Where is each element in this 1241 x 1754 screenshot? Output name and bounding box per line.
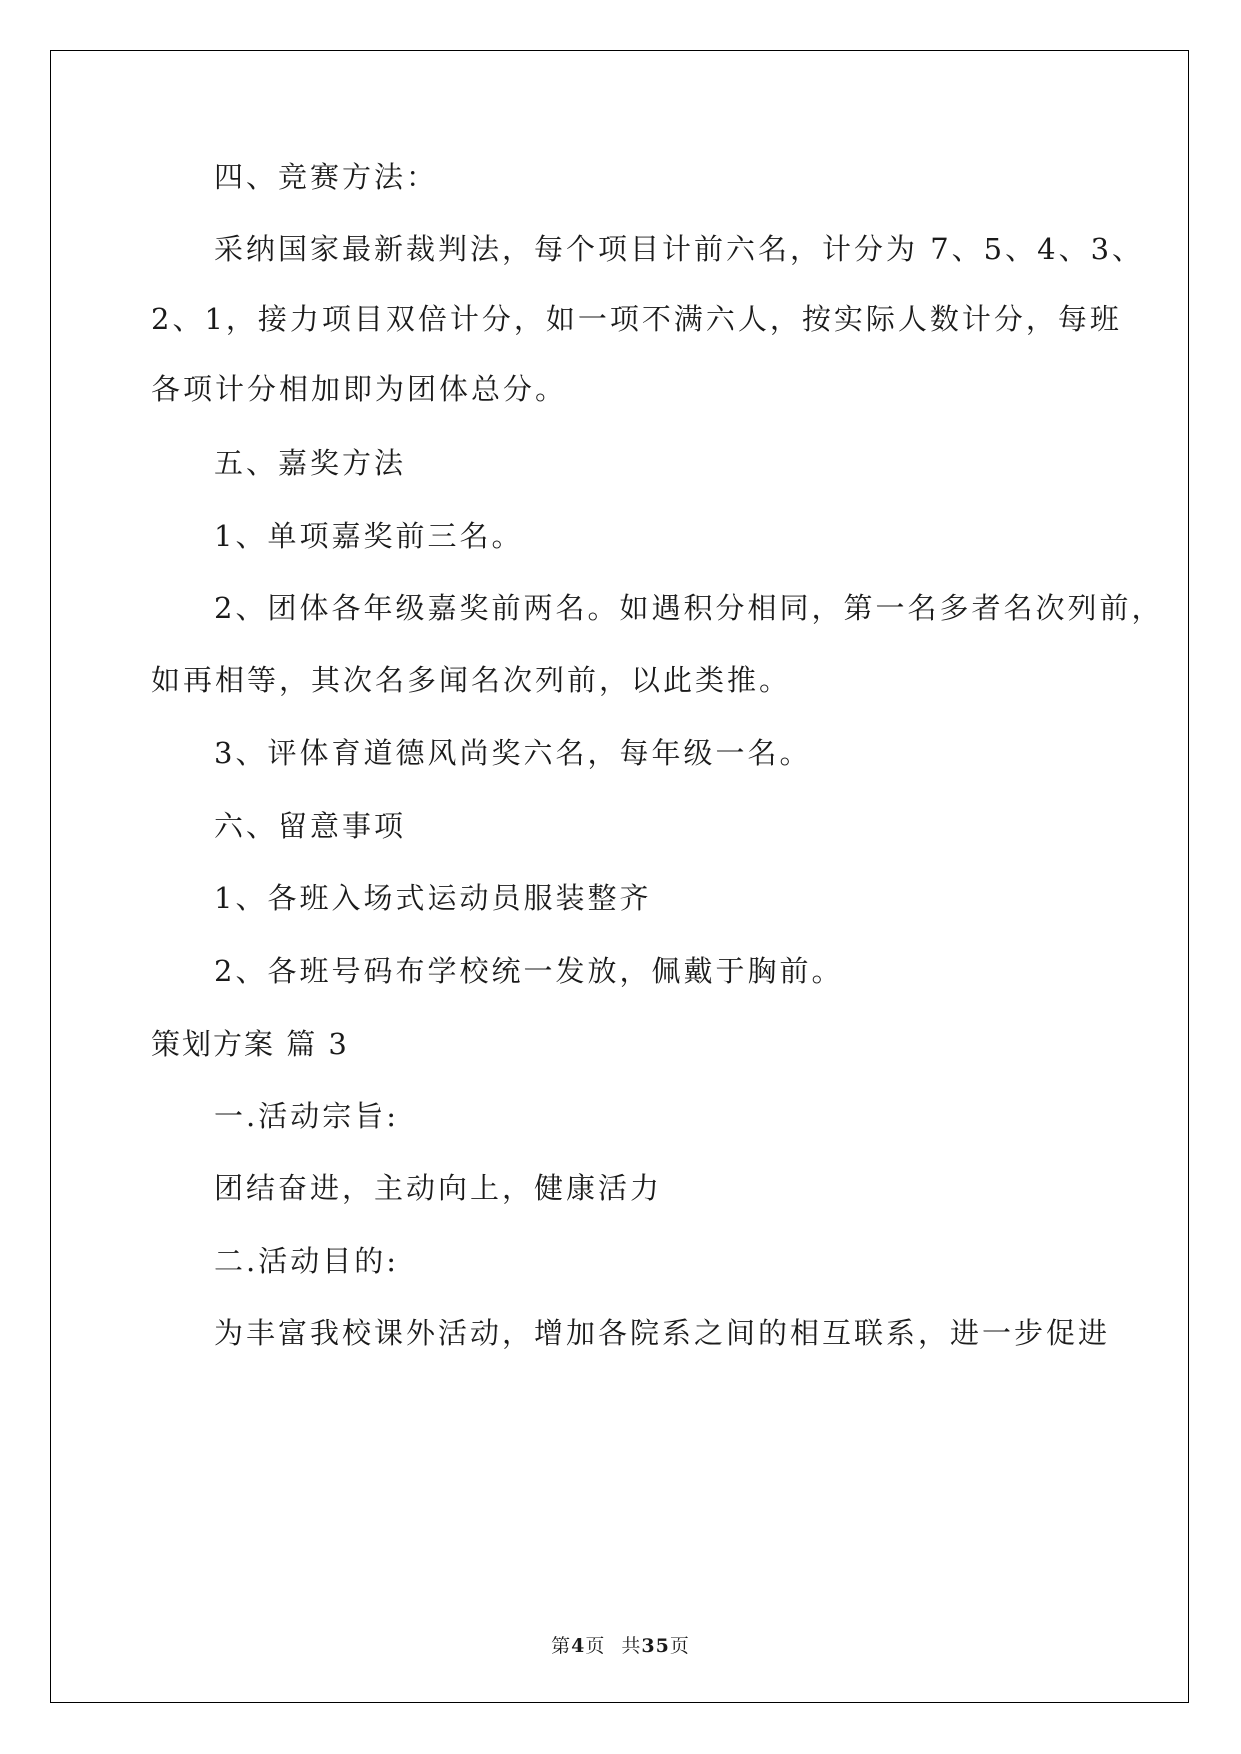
list-item: 1、单项嘉奖前三名。 [214, 519, 524, 553]
paragraph-line: 采纳国家最新裁判法，每个项目计前六名，计分为 7、5、4、3、 [214, 232, 1145, 266]
section-heading-5: 五、嘉奖方法 [214, 446, 407, 480]
list-item: 2、团体各年级嘉奖前两名。如遇积分相同，第一名多者名次列前， [214, 591, 1164, 625]
section-heading-1: 一.活动宗旨: [214, 1099, 399, 1133]
list-item: 3、评体育道德风尚奖六名，每年级一名。 [214, 736, 812, 770]
section-heading-2: 二.活动目的: [214, 1244, 399, 1278]
page-number: 4 [571, 1635, 586, 1657]
footer-total-prefix: 共 [621, 1635, 642, 1657]
plan-title: 策划方案 篇 3 [151, 1027, 349, 1061]
paragraph-line: 2、1，接力项目双倍计分，如一项不满六人，按实际人数计分，每班 [151, 302, 1122, 336]
footer-prefix: 第 [551, 1635, 572, 1657]
paragraph-line: 为丰富我校课外活动，增加各院系之间的相互联系，进一步促进 [214, 1316, 1111, 1350]
section-heading-4: 四、竞赛方法： [214, 160, 439, 194]
paragraph-line: 团结奋进，主动向上，健康活力 [214, 1171, 663, 1205]
total-pages: 35 [641, 1635, 670, 1657]
section-heading-6: 六、留意事项 [214, 809, 407, 843]
page-footer [0, 1633, 1241, 1659]
footer-page-suffix: 页 [585, 1635, 606, 1657]
page-border [50, 50, 1189, 1703]
list-item: 2、各班号码布学校统一发放，佩戴于胸前。 [214, 954, 844, 988]
list-item: 1、各班入场式运动员服装整齐 [214, 881, 652, 915]
footer-total-suffix: 页 [669, 1635, 690, 1657]
paragraph-line: 各项计分相加即为团体总分。 [151, 372, 568, 406]
paragraph-line: 如再相等，其次名多闻名次列前，以此类推。 [151, 663, 792, 697]
